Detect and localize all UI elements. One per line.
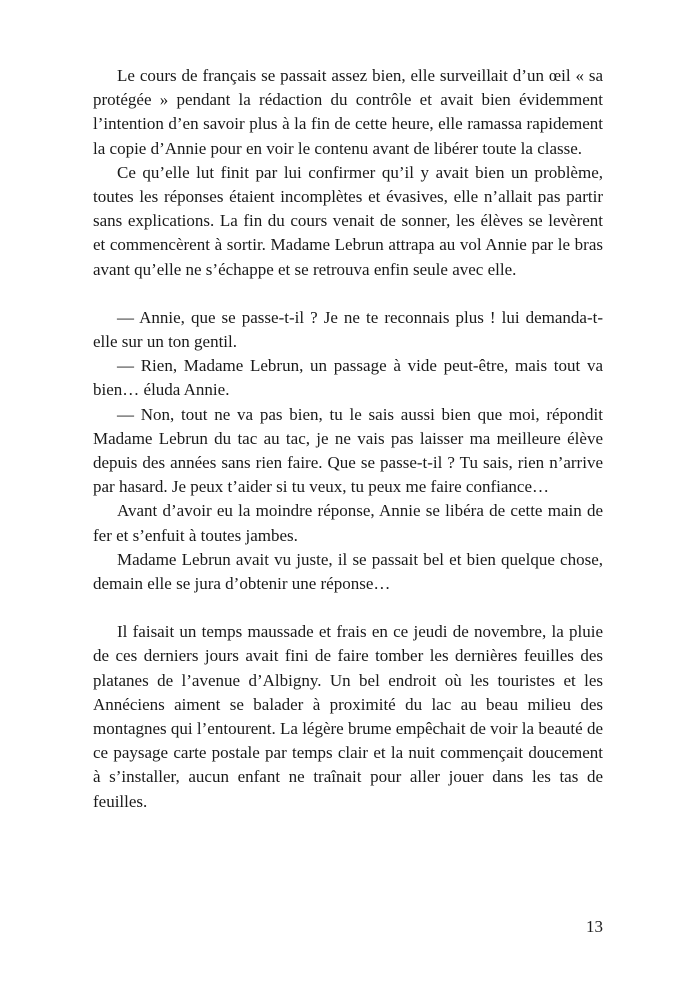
paragraph-weather: Il faisait un temps maussade et frais en ce jeudi de novembre, la pluie de ces derniers jours avait fini de faire tomber les dernières feuilles des platanes de l’avenue d’Albigny. Un bel endroit où les touristes et les Annéciens aiment se balader à proximité du lac au beau milieu des montagnes qui l’entourent. La légère brume empêchait de voir la beauté de ce paysage carte postale par temps clair et la nuit commençait doucement à s’installer, aucun enfant ne traînait pour aller jouer dans les tas de feuilles.: [93, 622, 603, 811]
paragraph-course: Le cours de français se passait assez bien, elle surveillait d’un œil « sa protégée » pendant la rédaction du contrôle et avait bien évidemment l’intention d’en savoir plus à la fin de cette heure, elle ramassa rapidement la copie d’Annie pour en voir le contenu avant de libérer toute la classe.: [93, 66, 603, 158]
page-number: 13: [586, 917, 603, 936]
dialogue-insist: — Non, tout ne va pas bien, tu le sais aussi bien que moi, répondit Madame Lebrun du tac au tac, je ne vais pas laisser ma meilleure élève depuis des années sans rien faire. Que se passe-t-il ? Tu sais, rien n’arrive par hasard. Je peux t’aider si tu veux, tu peux me faire confiance…: [93, 404, 603, 497]
paragraph-resolve: Madame Lebrun avait vu juste, il se passait bel et bien quelque chose, demain elle se jura d’obtenir une réponse…: [93, 549, 603, 594]
paragraph-problem: Ce qu’elle lut finit par lui confirmer qu’il y avait bien un problème, toutes les réponses étaient incomplètes et évasives, elle n’allait pas partir sans explications. La fin du cours venait de sonner, les élèves se levèrent et commencèrent à sortir. Madame Lebrun attrapa au vol Annie par le bras avant qu’elle ne s’échappe et se retrouva enfin seule avec elle.: [93, 162, 603, 279]
body-text: [93, 64, 603, 814]
paragraph-escape: Avant d’avoir eu la moindre réponse, Annie se libéra de cette main de fer et s’enfuit à toutes jambes.: [93, 501, 603, 545]
dialogue-evasion: — Rien, Madame Lebrun, un passage à vide peut-être, mais tout va bien… éluda Annie.: [93, 356, 603, 400]
scene-break: [93, 282, 603, 306]
dialogue-question: — Annie, que se passe-t-il ? Je ne te reconnais plus ! lui demanda-t-elle sur un ton gentil.: [93, 307, 603, 352]
scene-break: [93, 596, 603, 620]
